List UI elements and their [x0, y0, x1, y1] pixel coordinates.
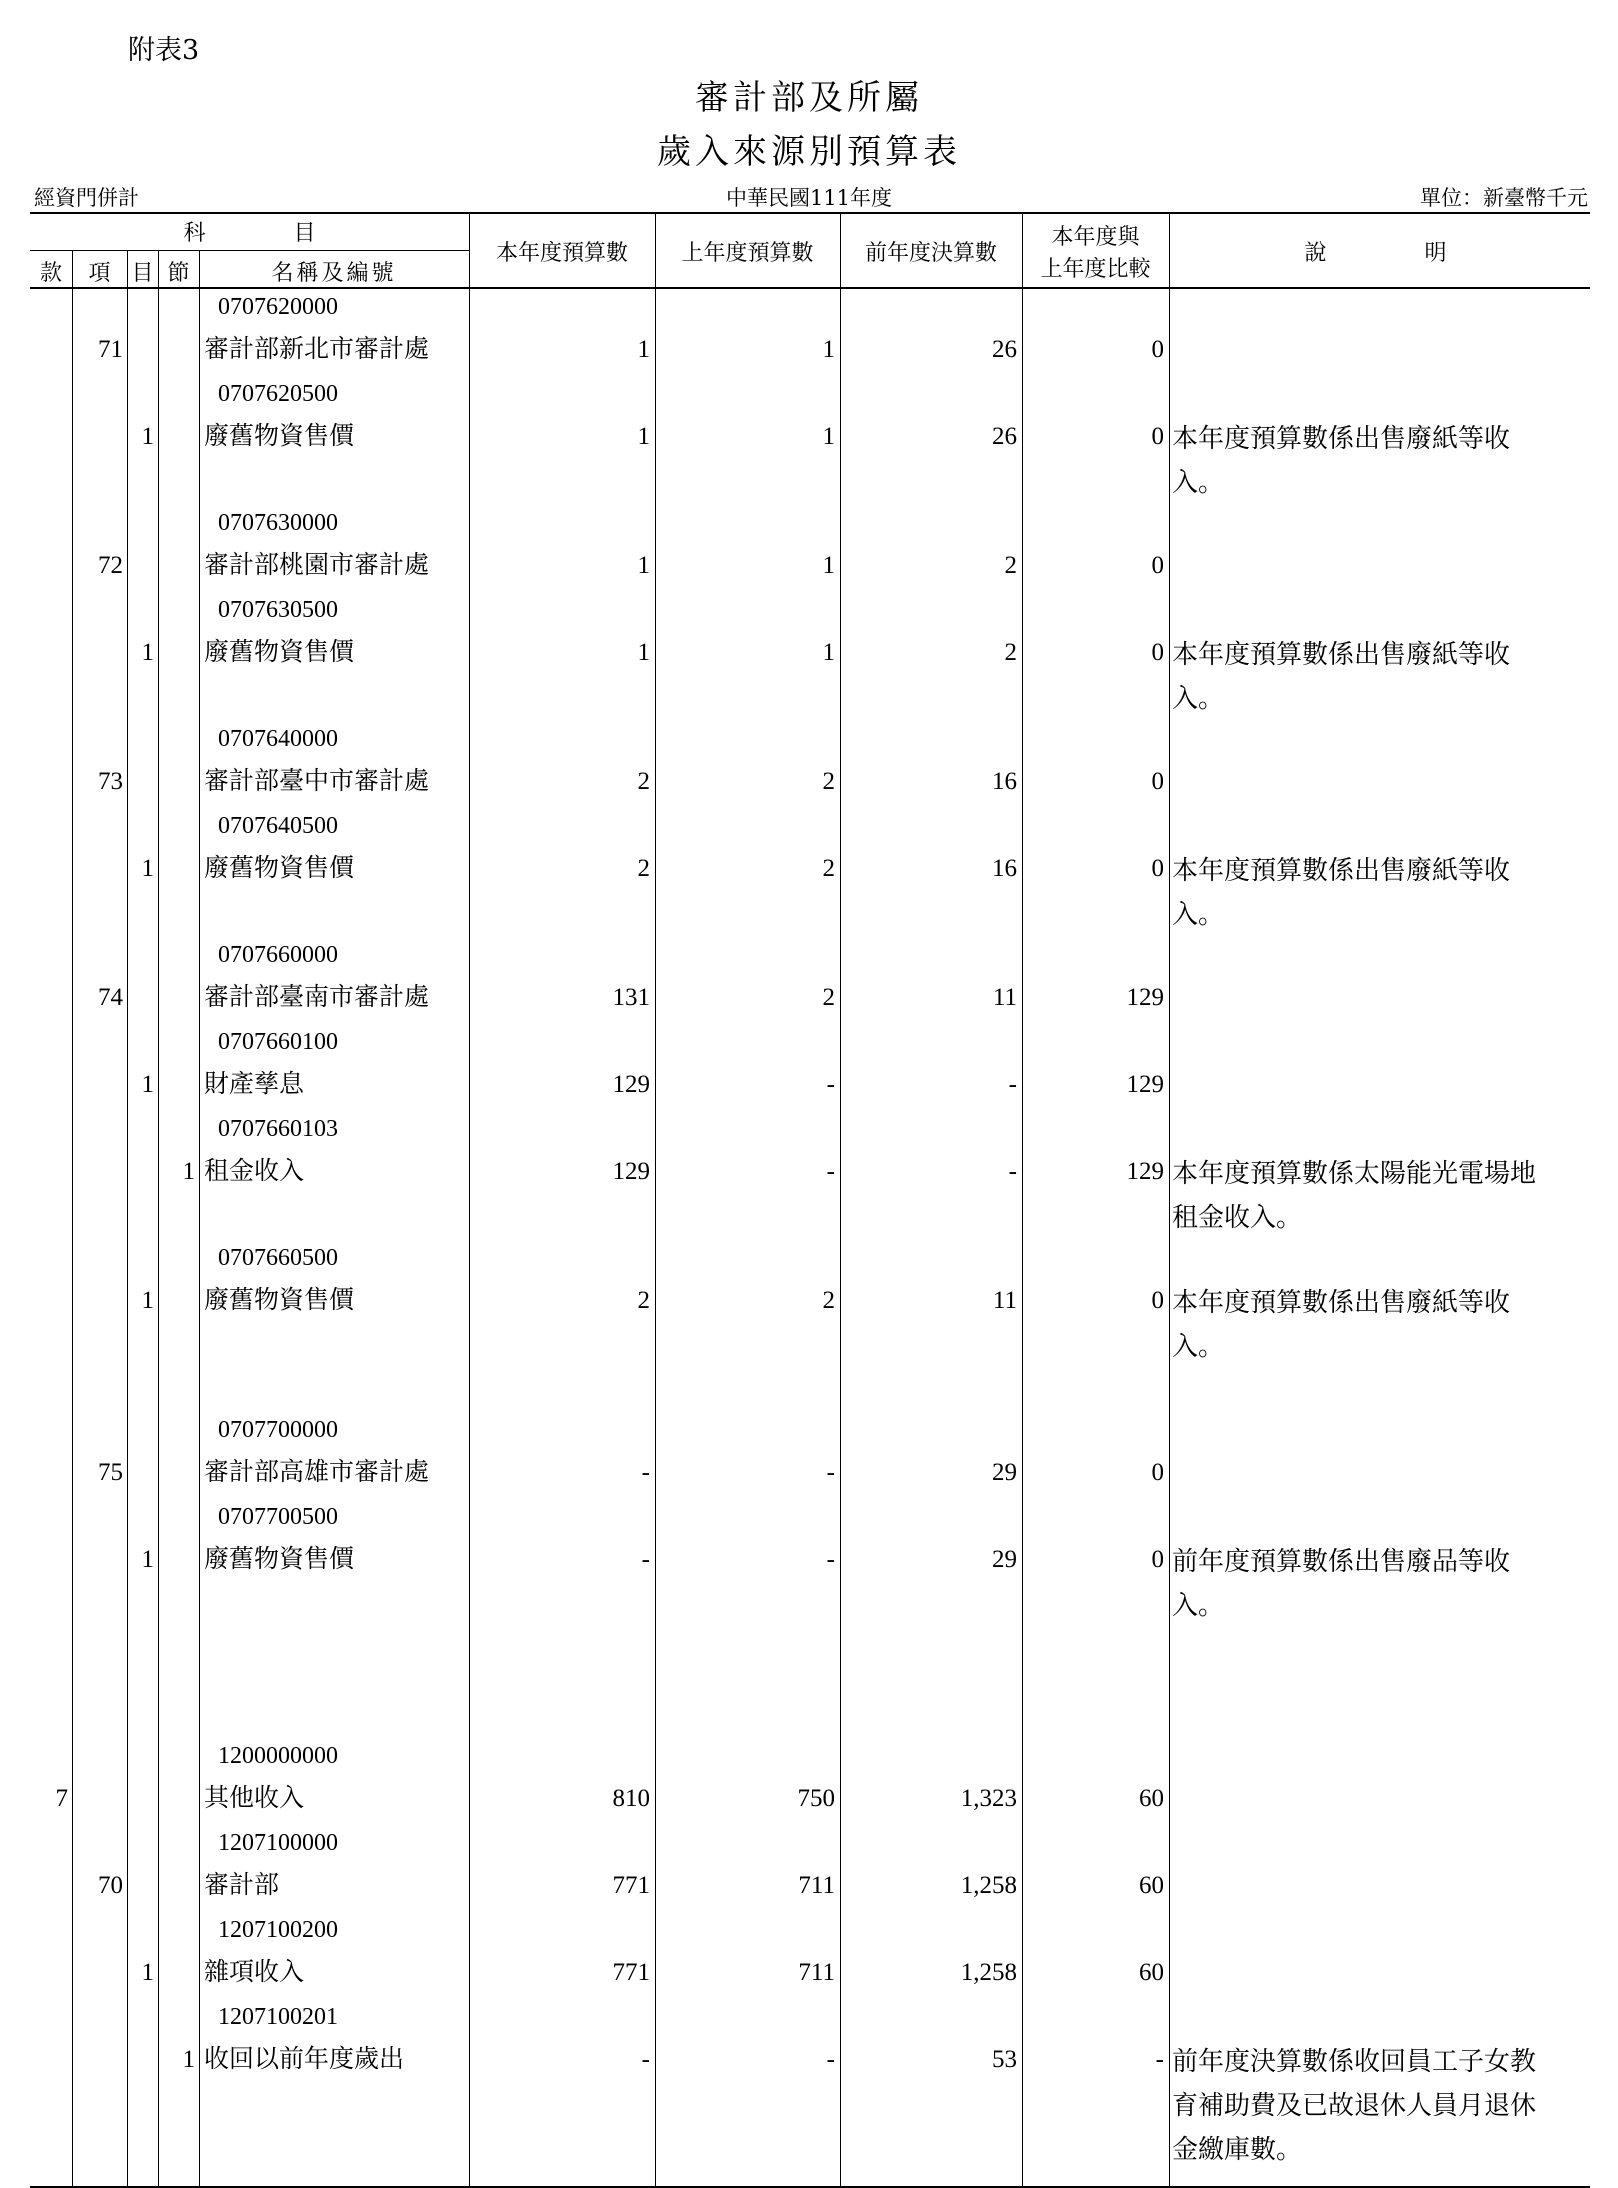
cell-mu: 1 [141, 855, 154, 882]
annex-label: 附表3 [128, 35, 200, 66]
table-top-rule [30, 212, 1590, 214]
account-code: 0707630500 [218, 597, 338, 623]
col-rule-xiang [127, 250, 128, 2186]
header-remarks: 說 明 [1304, 241, 1455, 266]
cell-cmp: 0 [1151, 552, 1164, 579]
cell-prev: 1,258 [960, 1959, 1017, 1986]
header-mu: 目 [131, 261, 154, 286]
cell-cur: 771 [612, 1872, 650, 1899]
cell-xiang: 72 [98, 552, 123, 579]
account-code: 1207100000 [218, 1830, 338, 1856]
agency-title: 審計部及所屬 [695, 78, 923, 118]
cell-cur: 129 [612, 1071, 650, 1098]
cell-prev: 1,323 [960, 1785, 1017, 1812]
col-rule-mu [158, 250, 159, 2186]
cell-cmp: 0 [1151, 336, 1164, 363]
cell-prev: 26 [992, 336, 1017, 363]
cell-name: 廢舊物資售價 [204, 423, 355, 450]
cell-cmp: 0 [1151, 768, 1164, 795]
cell-prev: 16 [992, 768, 1017, 795]
cell-prev: 16 [992, 855, 1017, 882]
header-xiang: 項 [88, 261, 111, 286]
cell-cmp: 129 [1126, 984, 1164, 1011]
unit-label: 單位：新臺幣千元 [1420, 186, 1588, 210]
cell-cmp: - [1155, 2046, 1164, 2073]
cell-prev: 2 [1004, 639, 1017, 666]
cell-name: 廢舊物資售價 [204, 639, 355, 666]
cell-prior: 2 [822, 1287, 835, 1314]
cell-cmp: 0 [1151, 639, 1164, 666]
cell-mu: 1 [141, 1959, 154, 1986]
cell-name: 廢舊物資售價 [204, 1287, 355, 1314]
header-prev-final: 前年度決算數 [864, 241, 997, 266]
cell-cmp: 129 [1126, 1071, 1164, 1098]
account-code: 0707660000 [218, 942, 338, 968]
account-code: 0707640500 [218, 813, 338, 839]
account-code: 0707700500 [218, 1504, 338, 1530]
cell-name: 廢舊物資售價 [204, 1546, 355, 1573]
cell-xiang: 73 [98, 768, 123, 795]
account-code: 1200000000 [218, 1743, 338, 1769]
header-subject: 科 目 [183, 221, 316, 246]
header-comparison-line2: 上年度比較 [1040, 257, 1151, 282]
cell-prev: 11 [992, 1287, 1017, 1314]
cell-mu: 1 [141, 1546, 154, 1573]
account-code: 1207100201 [218, 2004, 338, 2030]
cell-name: 審計部臺南市審計處 [204, 984, 430, 1011]
cell-cmp: 0 [1151, 1546, 1164, 1573]
cell-prior: - [826, 1546, 835, 1573]
cell-cur: - [641, 1546, 650, 1573]
cell-cmp: 60 [1139, 1959, 1164, 1986]
cell-cur: 771 [612, 1959, 650, 1986]
cell-name: 租金收入 [204, 1158, 305, 1185]
cell-prev: 29 [992, 1546, 1017, 1573]
cell-cur: 1 [637, 336, 650, 363]
cell-cur: 129 [612, 1158, 650, 1185]
cell-cmp: 0 [1151, 1459, 1164, 1486]
cell-name: 審計部高雄市審計處 [204, 1459, 430, 1486]
col-rule-cmp [1169, 212, 1170, 2186]
cell-prev: 11 [992, 984, 1017, 1011]
cell-prior: 711 [798, 1872, 835, 1899]
cell-prior: - [826, 1071, 835, 1098]
cell-cur: 2 [637, 768, 650, 795]
cell-prev: - [1008, 1071, 1017, 1098]
subject-divider-rule [30, 250, 469, 251]
fiscal-year: 中華民國111年度 [725, 186, 893, 210]
header-current-budget: 本年度預算數 [495, 241, 628, 266]
cell-mu: 1 [141, 1071, 154, 1098]
account-code: 0707660100 [218, 1029, 338, 1055]
cell-prior: 750 [797, 1785, 835, 1812]
cell-cur: 1 [637, 639, 650, 666]
header-bottom-rule [30, 287, 1590, 289]
account-code: 0707700000 [218, 1417, 338, 1443]
cell-name: 收回以前年度歲出 [204, 2046, 405, 2073]
cell-prev: 1,258 [960, 1872, 1017, 1899]
cell-cmp: 0 [1151, 855, 1164, 882]
cell-mu: 1 [141, 423, 154, 450]
account-code: 0707660103 [218, 1116, 338, 1142]
cell-cmp: 0 [1151, 1287, 1164, 1314]
cell-prev: 2 [1004, 552, 1017, 579]
cell-cmp: 0 [1151, 423, 1164, 450]
cell-cmp: 60 [1139, 1872, 1164, 1899]
cell-cur: 1 [637, 423, 650, 450]
cell-mu: 1 [141, 639, 154, 666]
account-code: 0707620000 [218, 294, 338, 320]
col-rule-jie [199, 250, 200, 2186]
cell-name: 其他收入 [204, 1785, 305, 1812]
header-jie: 節 [167, 261, 190, 286]
account-code: 0707630000 [218, 510, 338, 536]
cell-jie: 1 [182, 2046, 195, 2073]
cell-kuan: 7 [55, 1785, 68, 1812]
cell-cur: 810 [612, 1785, 650, 1812]
cell-prior: 1 [822, 336, 835, 363]
cell-prior: 2 [822, 768, 835, 795]
cell-cur: - [641, 1459, 650, 1486]
cell-name: 雜項收入 [204, 1959, 305, 1986]
cell-prior: 711 [798, 1959, 835, 1986]
cell-cmp: 129 [1126, 1158, 1164, 1185]
header-prior-budget: 上年度預算數 [681, 241, 814, 266]
remark-text: 本年度預算數係太陽能光電場地租金收入。 [1172, 1158, 1537, 1232]
cell-prev: - [1008, 1158, 1017, 1185]
cell-prior: 1 [822, 552, 835, 579]
cell-xiang: 74 [98, 984, 123, 1011]
cell-cur: 131 [612, 984, 650, 1011]
cell-name: 審計部 [204, 1872, 280, 1899]
cell-prior: - [826, 2046, 835, 2073]
cell-jie: 1 [182, 1158, 195, 1185]
account-code: 1207100200 [218, 1917, 338, 1943]
cell-cur: 2 [637, 855, 650, 882]
fund-type: 經資門併計 [34, 186, 139, 210]
cell-xiang: 71 [98, 336, 123, 363]
remark-text: 本年度預算數係出售廢紙等收入。 [1172, 1287, 1511, 1361]
header-name-code: 名稱及編號 [271, 261, 397, 286]
header-kuan: 款 [39, 261, 62, 286]
cell-prior: 2 [822, 855, 835, 882]
cell-prior: 1 [822, 423, 835, 450]
header-comparison-line1: 本年度與 [1051, 225, 1140, 250]
cell-name: 審計部桃園市審計處 [204, 552, 430, 579]
remark-text: 本年度預算數係出售廢紙等收入。 [1172, 855, 1511, 929]
cell-cur: 1 [637, 552, 650, 579]
cell-prior: 1 [822, 639, 835, 666]
cell-prev: 29 [992, 1459, 1017, 1486]
remark-text: 本年度預算數係出售廢紙等收入。 [1172, 423, 1511, 497]
cell-prior: - [826, 1459, 835, 1486]
remark-text: 前年度預算數係出售廢品等收入。 [1172, 1546, 1511, 1620]
account-code: 0707660500 [218, 1245, 338, 1271]
cell-name: 財產孳息 [204, 1071, 305, 1098]
account-code: 0707620500 [218, 381, 338, 407]
cell-xiang: 75 [98, 1459, 123, 1486]
cell-prev: 53 [992, 2046, 1017, 2073]
cell-cur: 2 [637, 1287, 650, 1314]
cell-prior: 2 [822, 984, 835, 1011]
cell-cmp: 60 [1139, 1785, 1164, 1812]
cell-cur: - [641, 2046, 650, 2073]
cell-prior: - [826, 1158, 835, 1185]
cell-name: 審計部臺中市審計處 [204, 768, 430, 795]
account-code: 0707640000 [218, 726, 338, 752]
cell-xiang: 70 [98, 1872, 123, 1899]
cell-prev: 26 [992, 423, 1017, 450]
remark-text: 前年度決算數係收回員工子女教育補助費及已故退休人員月退休金繳庫數。 [1172, 2046, 1537, 2164]
cell-name: 審計部新北市審計處 [204, 336, 430, 363]
report-title: 歲入來源別預算表 [657, 132, 961, 172]
remark-text: 本年度預算數係出售廢紙等收入。 [1172, 639, 1511, 713]
cell-mu: 1 [141, 1287, 154, 1314]
cell-name: 廢舊物資售價 [204, 855, 355, 882]
